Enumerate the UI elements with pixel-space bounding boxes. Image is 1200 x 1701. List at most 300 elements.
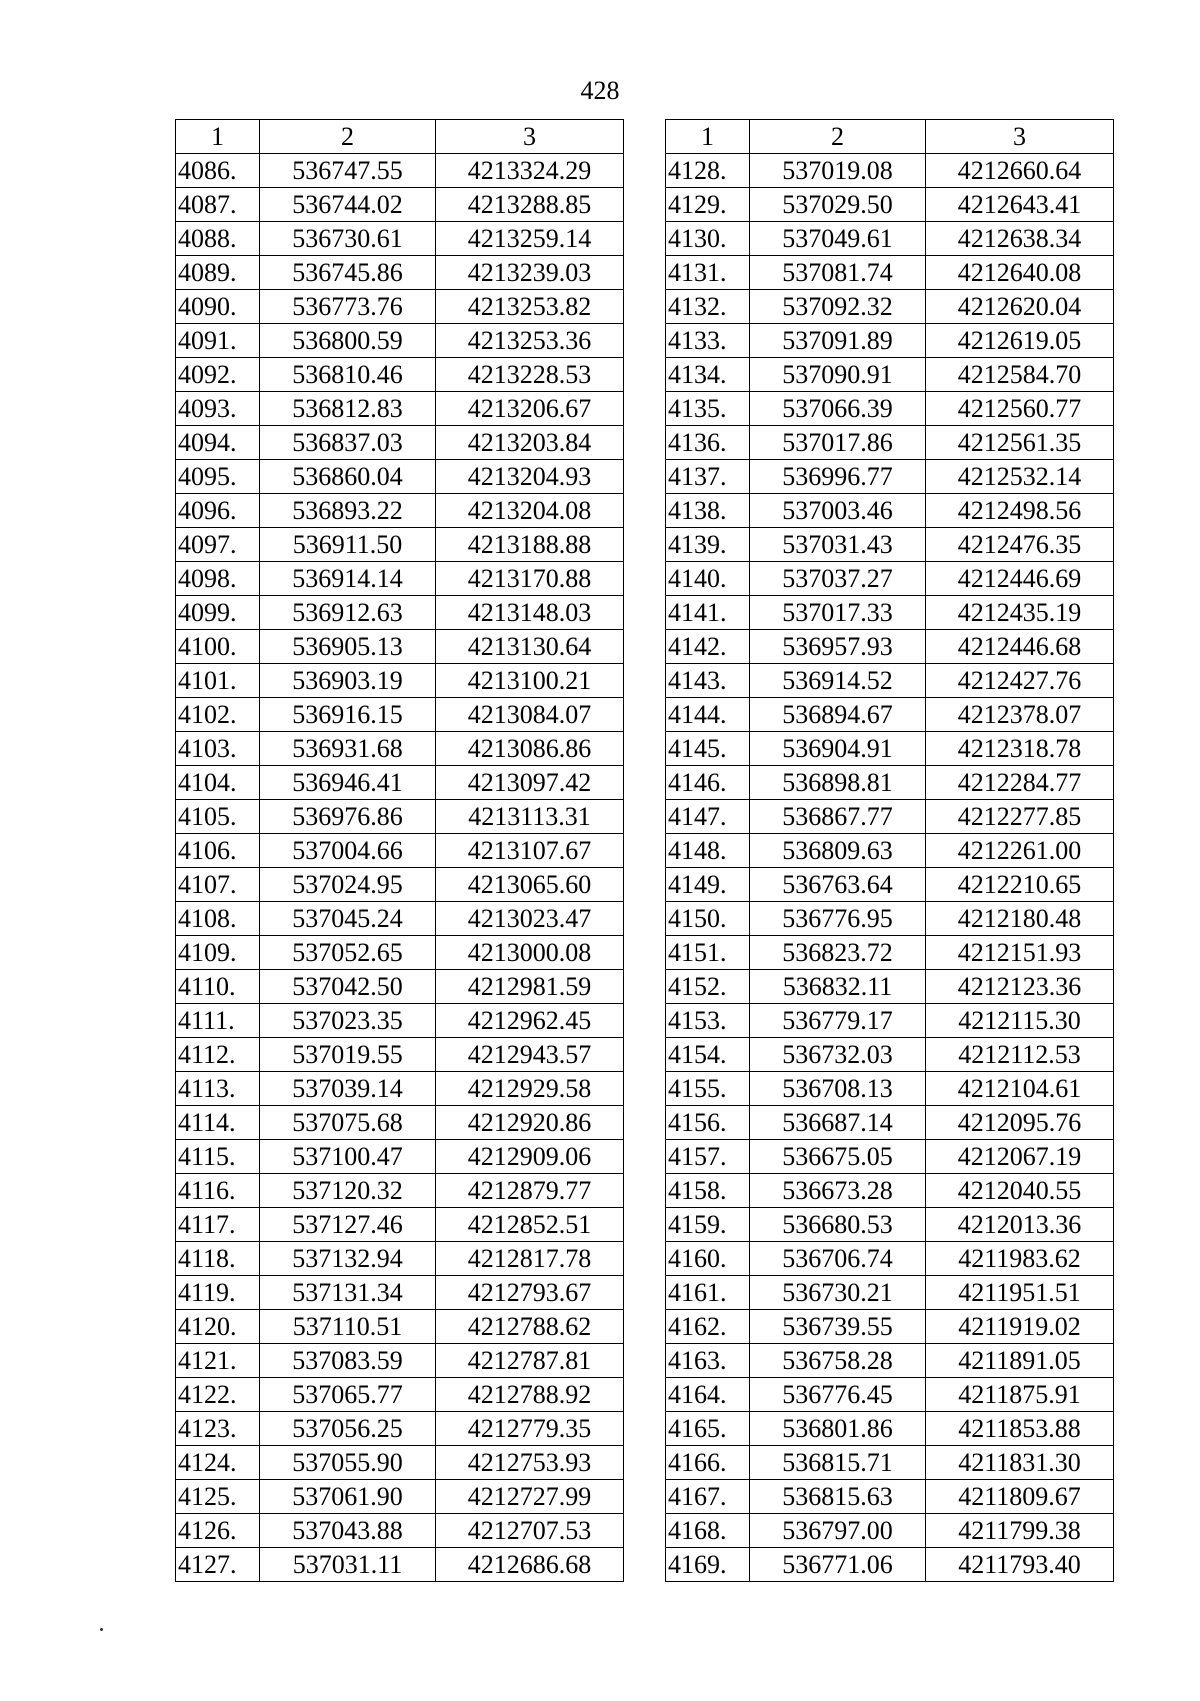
- x-coordinate-cell: 536776.45: [750, 1378, 926, 1412]
- x-coordinate-cell: 537120.32: [260, 1174, 436, 1208]
- y-coordinate-cell: 4211919.02: [926, 1310, 1114, 1344]
- table-row: [666, 766, 1114, 800]
- x-coordinate-cell: 536800.59: [260, 324, 436, 358]
- x-coordinate-cell: 536801.86: [750, 1412, 926, 1446]
- x-coordinate-cell: 537065.77: [260, 1378, 436, 1412]
- point-number-cell: 4142.: [666, 630, 750, 664]
- y-coordinate-cell: 4212787.81: [436, 1344, 624, 1378]
- table-row: [176, 596, 624, 630]
- point-number-cell: 4143.: [666, 664, 750, 698]
- point-number-cell: 4151.: [666, 936, 750, 970]
- point-number-cell: 4123.: [176, 1412, 260, 1446]
- y-coordinate-cell: 4213259.14: [436, 222, 624, 256]
- point-number-cell: 4095.: [176, 460, 260, 494]
- y-coordinate-cell: 4212981.59: [436, 970, 624, 1004]
- table-row: [666, 596, 1114, 630]
- table-row: [666, 1208, 1114, 1242]
- point-number-cell: 4135.: [666, 392, 750, 426]
- y-coordinate-cell: 4213324.29: [436, 154, 624, 188]
- y-coordinate-cell: 4212879.77: [436, 1174, 624, 1208]
- table-row: [666, 1072, 1114, 1106]
- x-coordinate-cell: 537029.50: [750, 188, 926, 222]
- y-coordinate-cell: 4212277.85: [926, 800, 1114, 834]
- point-number-cell: 4133.: [666, 324, 750, 358]
- point-number-cell: 4113.: [176, 1072, 260, 1106]
- y-coordinate-cell: 4212112.53: [926, 1038, 1114, 1072]
- y-coordinate-cell: 4213239.03: [436, 256, 624, 290]
- x-coordinate-cell: 536903.19: [260, 664, 436, 698]
- x-coordinate-cell: 536732.03: [750, 1038, 926, 1072]
- table-header-row: [666, 120, 1114, 154]
- x-coordinate-cell: 536810.46: [260, 358, 436, 392]
- y-coordinate-cell: 4212180.48: [926, 902, 1114, 936]
- table-row: [176, 834, 624, 868]
- y-coordinate-cell: 4212817.78: [436, 1242, 624, 1276]
- point-number-cell: 4097.: [176, 528, 260, 562]
- table-row: [176, 1412, 624, 1446]
- y-coordinate-cell: 4212532.14: [926, 460, 1114, 494]
- y-coordinate-cell: 4213206.67: [436, 392, 624, 426]
- x-coordinate-cell: 536996.77: [750, 460, 926, 494]
- x-coordinate-cell: 536739.55: [750, 1310, 926, 1344]
- point-number-cell: 4119.: [176, 1276, 260, 1310]
- x-coordinate-cell: 536773.76: [260, 290, 436, 324]
- point-number-cell: 4145.: [666, 732, 750, 766]
- x-coordinate-cell: 536957.93: [750, 630, 926, 664]
- y-coordinate-cell: 4212943.57: [436, 1038, 624, 1072]
- table-row: [176, 1208, 624, 1242]
- x-coordinate-cell: 536675.05: [750, 1140, 926, 1174]
- y-coordinate-cell: 4213288.85: [436, 188, 624, 222]
- x-coordinate-cell: 537052.65: [260, 936, 436, 970]
- table-row: [176, 800, 624, 834]
- x-coordinate-cell: 536867.77: [750, 800, 926, 834]
- y-coordinate-cell: 4213130.64: [436, 630, 624, 664]
- point-number-cell: 4112.: [176, 1038, 260, 1072]
- x-coordinate-cell: 536745.86: [260, 256, 436, 290]
- x-coordinate-cell: 537091.89: [750, 324, 926, 358]
- point-number-cell: 4110.: [176, 970, 260, 1004]
- point-number-cell: 4155.: [666, 1072, 750, 1106]
- y-coordinate-cell: 4212476.35: [926, 528, 1114, 562]
- point-number-cell: 4153.: [666, 1004, 750, 1038]
- x-coordinate-cell: 537056.25: [260, 1412, 436, 1446]
- table-row: [666, 970, 1114, 1004]
- y-coordinate-cell: 4212620.04: [926, 290, 1114, 324]
- x-coordinate-cell: 536730.61: [260, 222, 436, 256]
- point-number-cell: 4167.: [666, 1480, 750, 1514]
- table-row: [666, 562, 1114, 596]
- x-coordinate-cell: 536797.00: [750, 1514, 926, 1548]
- point-number-cell: 4154.: [666, 1038, 750, 1072]
- x-coordinate-cell: 537017.86: [750, 426, 926, 460]
- point-number-cell: 4166.: [666, 1446, 750, 1480]
- table-row: [176, 732, 624, 766]
- table-row: [176, 1106, 624, 1140]
- table-row: [666, 1446, 1114, 1480]
- x-coordinate-cell: 536904.91: [750, 732, 926, 766]
- table-row: [176, 1344, 624, 1378]
- y-coordinate-cell: 4212793.67: [436, 1276, 624, 1310]
- y-coordinate-cell: 4212151.93: [926, 936, 1114, 970]
- point-number-cell: 4148.: [666, 834, 750, 868]
- point-number-cell: 4164.: [666, 1378, 750, 1412]
- point-number-cell: 4100.: [176, 630, 260, 664]
- y-coordinate-cell: 4212753.93: [436, 1446, 624, 1480]
- column-header: 2: [750, 120, 926, 154]
- y-coordinate-cell: 4212779.35: [436, 1412, 624, 1446]
- point-number-cell: 4088.: [176, 222, 260, 256]
- table-row: [176, 1242, 624, 1276]
- point-number-cell: 4165.: [666, 1412, 750, 1446]
- y-coordinate-cell: 4212095.76: [926, 1106, 1114, 1140]
- x-coordinate-cell: 536893.22: [260, 494, 436, 528]
- x-coordinate-cell: 536911.50: [260, 528, 436, 562]
- point-number-cell: 4098.: [176, 562, 260, 596]
- point-number-cell: 4146.: [666, 766, 750, 800]
- y-coordinate-cell: 4213203.84: [436, 426, 624, 460]
- y-coordinate-cell: 4212584.70: [926, 358, 1114, 392]
- table-row: [666, 1310, 1114, 1344]
- table-row: [176, 392, 624, 426]
- y-coordinate-cell: 4213023.47: [436, 902, 624, 936]
- point-number-cell: 4117.: [176, 1208, 260, 1242]
- point-number-cell: 4161.: [666, 1276, 750, 1310]
- y-coordinate-cell: 4213065.60: [436, 868, 624, 902]
- x-coordinate-cell: 536776.95: [750, 902, 926, 936]
- y-coordinate-cell: 4212284.77: [926, 766, 1114, 800]
- column-header: 3: [926, 120, 1114, 154]
- x-coordinate-cell: 537132.94: [260, 1242, 436, 1276]
- point-number-cell: 4115.: [176, 1140, 260, 1174]
- point-number-cell: 4131.: [666, 256, 750, 290]
- table-row: [666, 1378, 1114, 1412]
- point-number-cell: 4141.: [666, 596, 750, 630]
- point-number-cell: 4126.: [176, 1514, 260, 1548]
- y-coordinate-cell: 4211983.62: [926, 1242, 1114, 1276]
- table-row: [666, 426, 1114, 460]
- table-row: [176, 664, 624, 698]
- point-number-cell: 4102.: [176, 698, 260, 732]
- y-coordinate-cell: 4212427.76: [926, 664, 1114, 698]
- y-coordinate-cell: 4212707.53: [436, 1514, 624, 1548]
- point-number-cell: 4101.: [176, 664, 260, 698]
- y-coordinate-cell: 4213188.88: [436, 528, 624, 562]
- x-coordinate-cell: 537003.46: [750, 494, 926, 528]
- y-coordinate-cell: 4213086.86: [436, 732, 624, 766]
- table-row: [666, 936, 1114, 970]
- table-row: [176, 1548, 624, 1582]
- x-coordinate-cell: 536914.14: [260, 562, 436, 596]
- table-row: [176, 1174, 624, 1208]
- x-coordinate-cell: 536747.55: [260, 154, 436, 188]
- x-coordinate-cell: 536894.67: [750, 698, 926, 732]
- table-row: [666, 1276, 1114, 1310]
- table-row: [666, 392, 1114, 426]
- x-coordinate-cell: 537092.32: [750, 290, 926, 324]
- x-coordinate-cell: 537045.24: [260, 902, 436, 936]
- column-header: 1: [176, 120, 260, 154]
- y-coordinate-cell: 4211831.30: [926, 1446, 1114, 1480]
- point-number-cell: 4136.: [666, 426, 750, 460]
- table-row: [176, 222, 624, 256]
- x-coordinate-cell: 537017.33: [750, 596, 926, 630]
- point-number-cell: 4107.: [176, 868, 260, 902]
- point-number-cell: 4124.: [176, 1446, 260, 1480]
- table-row: [176, 1480, 624, 1514]
- x-coordinate-cell: 537100.47: [260, 1140, 436, 1174]
- y-coordinate-cell: 4212852.51: [436, 1208, 624, 1242]
- x-coordinate-cell: 536687.14: [750, 1106, 926, 1140]
- table-row: [666, 800, 1114, 834]
- y-coordinate-cell: 4211853.88: [926, 1412, 1114, 1446]
- table-row: [176, 902, 624, 936]
- x-coordinate-cell: 536680.53: [750, 1208, 926, 1242]
- point-number-cell: 4130.: [666, 222, 750, 256]
- table-header-row: [176, 120, 624, 154]
- x-coordinate-cell: 536706.74: [750, 1242, 926, 1276]
- x-coordinate-cell: 537042.50: [260, 970, 436, 1004]
- point-number-cell: 4106.: [176, 834, 260, 868]
- x-coordinate-cell: 536912.63: [260, 596, 436, 630]
- y-coordinate-cell: 4212638.34: [926, 222, 1114, 256]
- x-coordinate-cell: 537037.27: [750, 562, 926, 596]
- table-row: [176, 358, 624, 392]
- table-row: [666, 1004, 1114, 1038]
- point-number-cell: 4087.: [176, 188, 260, 222]
- table-row: [176, 290, 624, 324]
- x-coordinate-cell: 536809.63: [750, 834, 926, 868]
- table-row: [666, 902, 1114, 936]
- y-coordinate-cell: 4213097.42: [436, 766, 624, 800]
- table-row: [666, 154, 1114, 188]
- x-coordinate-cell: 536976.86: [260, 800, 436, 834]
- y-coordinate-cell: 4212446.68: [926, 630, 1114, 664]
- y-coordinate-cell: 4212067.19: [926, 1140, 1114, 1174]
- table-row: [176, 528, 624, 562]
- x-coordinate-cell: 536832.11: [750, 970, 926, 1004]
- x-coordinate-cell: 537090.91: [750, 358, 926, 392]
- table-row: [666, 358, 1114, 392]
- table-row: [176, 154, 624, 188]
- x-coordinate-cell: 536779.17: [750, 1004, 926, 1038]
- x-coordinate-cell: 536758.28: [750, 1344, 926, 1378]
- point-number-cell: 4159.: [666, 1208, 750, 1242]
- x-coordinate-cell: 537004.66: [260, 834, 436, 868]
- column-header: 2: [260, 120, 436, 154]
- column-header: 1: [666, 120, 750, 154]
- point-number-cell: 4160.: [666, 1242, 750, 1276]
- point-number-cell: 4137.: [666, 460, 750, 494]
- table-row: [176, 324, 624, 358]
- x-coordinate-cell: 536815.63: [750, 1480, 926, 1514]
- y-coordinate-cell: 4212560.77: [926, 392, 1114, 426]
- y-coordinate-cell: 4213000.08: [436, 936, 624, 970]
- point-number-cell: 4139.: [666, 528, 750, 562]
- x-coordinate-cell: 536815.71: [750, 1446, 926, 1480]
- y-coordinate-cell: 4212619.05: [926, 324, 1114, 358]
- point-number-cell: 4086.: [176, 154, 260, 188]
- point-number-cell: 4125.: [176, 1480, 260, 1514]
- stray-mark: [100, 1628, 103, 1631]
- x-coordinate-cell: 536744.02: [260, 188, 436, 222]
- table-row: [176, 256, 624, 290]
- y-coordinate-cell: 4212378.07: [926, 698, 1114, 732]
- table-row: [176, 766, 624, 800]
- y-coordinate-cell: 4213253.36: [436, 324, 624, 358]
- table-row: [666, 834, 1114, 868]
- table-row: [176, 460, 624, 494]
- x-coordinate-cell: 537043.88: [260, 1514, 436, 1548]
- x-coordinate-cell: 536837.03: [260, 426, 436, 460]
- x-coordinate-cell: 537131.34: [260, 1276, 436, 1310]
- x-coordinate-cell: 537066.39: [750, 392, 926, 426]
- point-number-cell: 4120.: [176, 1310, 260, 1344]
- point-number-cell: 4162.: [666, 1310, 750, 1344]
- point-number-cell: 4128.: [666, 154, 750, 188]
- y-coordinate-cell: 4211799.38: [926, 1514, 1114, 1548]
- y-coordinate-cell: 4213170.88: [436, 562, 624, 596]
- y-coordinate-cell: 4211951.51: [926, 1276, 1114, 1310]
- point-number-cell: 4111.: [176, 1004, 260, 1038]
- x-coordinate-cell: 536823.72: [750, 936, 926, 970]
- point-number-cell: 4103.: [176, 732, 260, 766]
- x-coordinate-cell: 536771.06: [750, 1548, 926, 1582]
- x-coordinate-cell: 537055.90: [260, 1446, 436, 1480]
- point-number-cell: 4163.: [666, 1344, 750, 1378]
- point-number-cell: 4132.: [666, 290, 750, 324]
- x-coordinate-cell: 536931.68: [260, 732, 436, 766]
- table-row: [176, 1276, 624, 1310]
- point-number-cell: 4129.: [666, 188, 750, 222]
- table-row: [176, 1514, 624, 1548]
- x-coordinate-cell: 537127.46: [260, 1208, 436, 1242]
- table-row: [176, 494, 624, 528]
- point-number-cell: 4138.: [666, 494, 750, 528]
- point-number-cell: 4114.: [176, 1106, 260, 1140]
- y-coordinate-cell: 4213148.03: [436, 596, 624, 630]
- x-coordinate-cell: 537083.59: [260, 1344, 436, 1378]
- table-row: [666, 1038, 1114, 1072]
- table-row: [666, 222, 1114, 256]
- table-row: [666, 324, 1114, 358]
- point-number-cell: 4109.: [176, 936, 260, 970]
- y-coordinate-cell: 4212640.08: [926, 256, 1114, 290]
- y-coordinate-cell: 4212318.78: [926, 732, 1114, 766]
- x-coordinate-cell: 536763.64: [750, 868, 926, 902]
- table-row: [176, 1072, 624, 1106]
- table-row: [666, 1242, 1114, 1276]
- y-coordinate-cell: 4212013.36: [926, 1208, 1114, 1242]
- y-coordinate-cell: 4211875.91: [926, 1378, 1114, 1412]
- point-number-cell: 4090.: [176, 290, 260, 324]
- table-row: [176, 868, 624, 902]
- point-number-cell: 4121.: [176, 1344, 260, 1378]
- point-number-cell: 4144.: [666, 698, 750, 732]
- table-row: [666, 1412, 1114, 1446]
- x-coordinate-cell: 537019.55: [260, 1038, 436, 1072]
- coordinates-table-left: [175, 119, 624, 1582]
- x-coordinate-cell: 537024.95: [260, 868, 436, 902]
- y-coordinate-cell: 4212660.64: [926, 154, 1114, 188]
- x-coordinate-cell: 536905.13: [260, 630, 436, 664]
- table-row: [176, 698, 624, 732]
- x-coordinate-cell: 537075.68: [260, 1106, 436, 1140]
- point-number-cell: 4150.: [666, 902, 750, 936]
- point-number-cell: 4099.: [176, 596, 260, 630]
- table-row: [666, 188, 1114, 222]
- y-coordinate-cell: 4212123.36: [926, 970, 1114, 1004]
- y-coordinate-cell: 4212686.68: [436, 1548, 624, 1582]
- y-coordinate-cell: 4212643.41: [926, 188, 1114, 222]
- point-number-cell: 4094.: [176, 426, 260, 460]
- table-row: [176, 426, 624, 460]
- table-row: [666, 528, 1114, 562]
- y-coordinate-cell: 4212261.00: [926, 834, 1114, 868]
- table-row: [176, 562, 624, 596]
- table-row: [666, 256, 1114, 290]
- y-coordinate-cell: 4212929.58: [436, 1072, 624, 1106]
- point-number-cell: 4169.: [666, 1548, 750, 1582]
- table-row: [176, 188, 624, 222]
- x-coordinate-cell: 537039.14: [260, 1072, 436, 1106]
- table-row: [666, 732, 1114, 766]
- table-row: [666, 1174, 1114, 1208]
- table-row: [666, 698, 1114, 732]
- point-number-cell: 4157.: [666, 1140, 750, 1174]
- x-coordinate-cell: 536673.28: [750, 1174, 926, 1208]
- point-number-cell: 4093.: [176, 392, 260, 426]
- y-coordinate-cell: 4213204.93: [436, 460, 624, 494]
- y-coordinate-cell: 4212788.62: [436, 1310, 624, 1344]
- table-row: [176, 1140, 624, 1174]
- point-number-cell: 4091.: [176, 324, 260, 358]
- page-number: 428: [580, 76, 620, 105]
- table-row: [176, 970, 624, 1004]
- coordinates-table-right: [665, 119, 1114, 1582]
- point-number-cell: 4096.: [176, 494, 260, 528]
- x-coordinate-cell: 536916.15: [260, 698, 436, 732]
- y-coordinate-cell: 4212727.99: [436, 1480, 624, 1514]
- x-coordinate-cell: 537031.43: [750, 528, 926, 562]
- y-coordinate-cell: 4212788.92: [436, 1378, 624, 1412]
- y-coordinate-cell: 4213084.07: [436, 698, 624, 732]
- table-row: [176, 1038, 624, 1072]
- x-coordinate-cell: 537023.35: [260, 1004, 436, 1038]
- point-number-cell: 4158.: [666, 1174, 750, 1208]
- x-coordinate-cell: 536730.21: [750, 1276, 926, 1310]
- y-coordinate-cell: 4212210.65: [926, 868, 1114, 902]
- y-coordinate-cell: 4212909.06: [436, 1140, 624, 1174]
- table-row: [176, 1004, 624, 1038]
- table-row: [666, 664, 1114, 698]
- x-coordinate-cell: 536708.13: [750, 1072, 926, 1106]
- y-coordinate-cell: 4212104.61: [926, 1072, 1114, 1106]
- y-coordinate-cell: 4212435.19: [926, 596, 1114, 630]
- x-coordinate-cell: 536860.04: [260, 460, 436, 494]
- y-coordinate-cell: 4211891.05: [926, 1344, 1114, 1378]
- point-number-cell: 4156.: [666, 1106, 750, 1140]
- point-number-cell: 4127.: [176, 1548, 260, 1582]
- table-row: [176, 1378, 624, 1412]
- y-coordinate-cell: 4211793.40: [926, 1548, 1114, 1582]
- table-row: [666, 1514, 1114, 1548]
- point-number-cell: 4149.: [666, 868, 750, 902]
- point-number-cell: 4108.: [176, 902, 260, 936]
- y-coordinate-cell: 4212040.55: [926, 1174, 1114, 1208]
- point-number-cell: 4134.: [666, 358, 750, 392]
- table-row: [666, 1344, 1114, 1378]
